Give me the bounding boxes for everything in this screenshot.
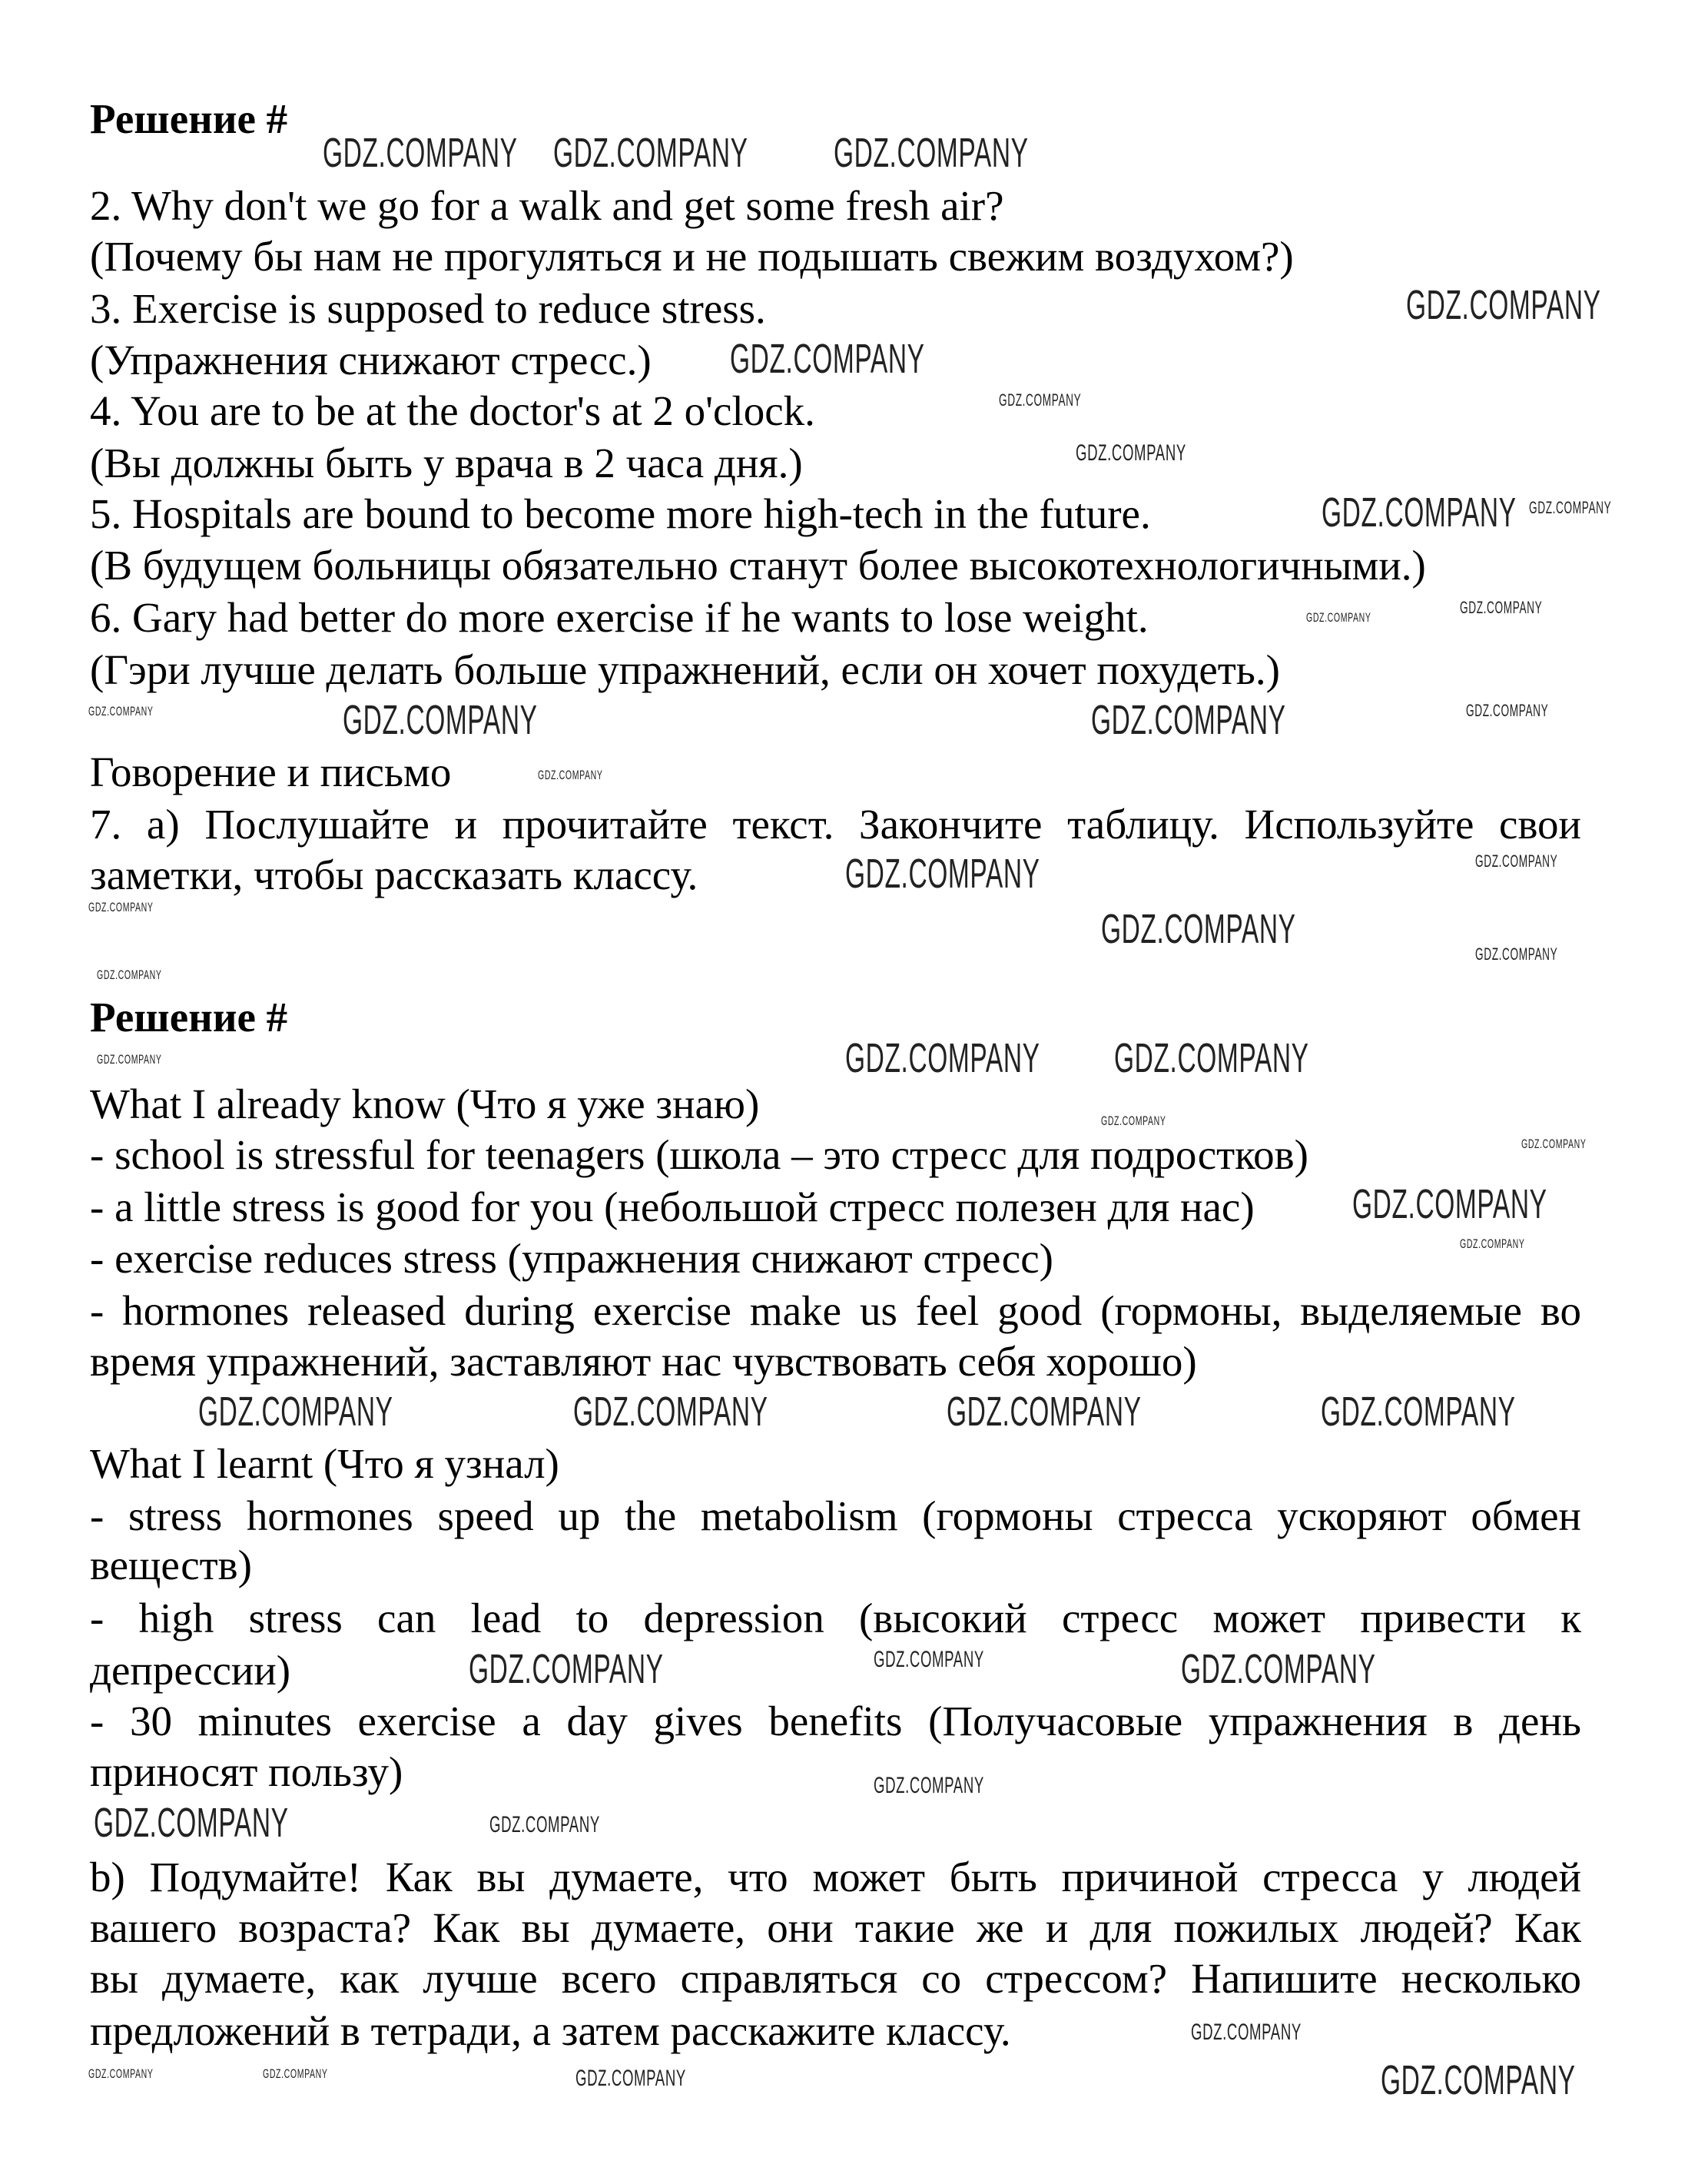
watermark: GDZ.COMPANY — [1114, 1035, 1309, 1081]
watermark: GDZ.COMPANY — [1076, 440, 1186, 466]
watermark: GDZ.COMPANY — [263, 2066, 328, 2081]
text-line: депрессии) — [90, 1647, 291, 1694]
text-line: - high stress can lead to depression (высокий стресс может привести к — [90, 1595, 1581, 1641]
text-line: (Упражнения снижают стресс.) — [90, 337, 652, 383]
watermark: GDZ.COMPANY — [538, 768, 603, 782]
watermark: GDZ.COMPANY — [573, 1389, 768, 1435]
text-line: 2. Why don't we go for a walk and get some fresh air? — [90, 182, 1004, 229]
watermark: GDZ.COMPANY — [469, 1646, 664, 1692]
text-line: (Гэри лучше делать больше упражнений, если он хочет похудеть.) — [90, 646, 1280, 693]
watermark: GDZ.COMPANY — [97, 1052, 162, 1067]
text-line: 5. Hospitals are bound to become more high-tech in the future. — [90, 490, 1151, 537]
watermark: GDZ.COMPANY — [1306, 610, 1371, 625]
watermark: GDZ.COMPANY — [845, 1035, 1040, 1081]
text-line: 4. You are to be at the doctor's at 2 o'clock. — [90, 387, 815, 434]
watermark: GDZ.COMPANY — [1322, 490, 1517, 536]
watermark: GDZ.COMPANY — [198, 1389, 393, 1435]
watermark: GDZ.COMPANY — [1460, 598, 1543, 617]
text-line: приносят пользу) — [90, 1748, 403, 1795]
text-line: - 30 minutes exercise a day gives benefits (Получасовые упражнения в день — [90, 1698, 1581, 1744]
task-line: заметки, чтобы рассказать классу. — [90, 851, 698, 898]
task-line: b) Подумайте! Как вы думаете, что может быть причиной стресса у людей — [90, 1854, 1581, 1900]
watermark: GDZ.COMPANY — [1352, 1181, 1547, 1227]
watermark: GDZ.COMPANY — [553, 130, 748, 176]
watermark: GDZ.COMPANY — [999, 390, 1082, 410]
text-line: (Вы должны быть у врача в 2 часа дня.) — [90, 440, 803, 486]
watermark: GDZ.COMPANY — [1381, 2057, 1576, 2103]
watermark: GDZ.COMPANY — [94, 1800, 289, 1846]
watermark: GDZ.COMPANY — [874, 1647, 984, 1672]
task-line: предложений в тетради, а затем расскажите классу. — [90, 2007, 1011, 2054]
text-line: 3. Exercise is supposed to reduce stress. — [90, 285, 766, 332]
solution-heading: Решение # — [90, 95, 288, 142]
watermark: GDZ.COMPANY — [1460, 1236, 1525, 1251]
watermark: GDZ.COMPANY — [323, 130, 518, 176]
task-line: вашего возраста? Как вы думаете, они такие же и для пожилых людей? Как — [90, 1904, 1581, 1951]
subheading: What I learnt (Что я узнал) — [90, 1440, 559, 1487]
watermark: GDZ.COMPANY — [1101, 1114, 1166, 1128]
watermark: GDZ.COMPANY — [1321, 1389, 1516, 1435]
watermark: GDZ.COMPANY — [88, 2066, 154, 2081]
watermark: GDZ.COMPANY — [874, 1773, 984, 1798]
text-line: время упражнений, заставляют нас чувствовать себя хорошо) — [90, 1338, 1197, 1385]
watermark: GDZ.COMPANY — [1191, 2020, 1302, 2045]
watermark: GDZ.COMPANY — [1521, 1137, 1587, 1151]
watermark: GDZ.COMPANY — [343, 697, 538, 743]
watermark: GDZ.COMPANY — [845, 851, 1040, 897]
watermark: GDZ.COMPANY — [947, 1389, 1142, 1435]
watermark: GDZ.COMPANY — [88, 704, 154, 719]
text-line: (Почему бы нам не прогуляться и не подышать свежим воздухом?) — [90, 233, 1294, 280]
watermark: GDZ.COMPANY — [88, 900, 154, 914]
watermark: GDZ.COMPANY — [1475, 851, 1558, 871]
text-line: - a little stress is good for you (небольшой стресс полезен для нас) — [90, 1183, 1255, 1230]
text-line: - school is stressful for teenagers (школа – это стресс для подростков) — [90, 1131, 1308, 1178]
watermark: GDZ.COMPANY — [730, 336, 925, 382]
watermark: GDZ.COMPANY — [1181, 1646, 1376, 1692]
watermark: GDZ.COMPANY — [97, 967, 162, 982]
watermark: GDZ.COMPANY — [575, 2066, 686, 2091]
text-line: 6. Gary had better do more exercise if he wants to lose weight. — [90, 594, 1149, 641]
text-line: - hormones released during exercise make us feel good (гормоны, выделяемые во — [90, 1287, 1581, 1334]
task-line: 7. a) Послушайте и прочитайте текст. Закончите таблицу. Используйте свои — [90, 801, 1581, 848]
watermark: GDZ.COMPANY — [489, 1812, 600, 1837]
watermark: GDZ.COMPANY — [1406, 282, 1601, 328]
watermark: GDZ.COMPANY — [1101, 906, 1296, 952]
watermark: GDZ.COMPANY — [1529, 498, 1612, 517]
watermark: GDZ.COMPANY — [1466, 701, 1549, 720]
text-line: - stress hormones speed up the metabolism (гормоны стресса ускоряют обмен — [90, 1492, 1581, 1539]
task-line: вы думаете, как лучше всего справляться со стрессом? Напишите несколько — [90, 1955, 1581, 2002]
watermark: GDZ.COMPANY — [834, 130, 1029, 176]
text-line: веществ) — [90, 1542, 252, 1588]
watermark: GDZ.COMPANY — [1091, 697, 1286, 743]
text-line: - exercise reduces stress (упражнения снижают стресс) — [90, 1235, 1053, 1282]
text-line: (В будущем больницы обязательно станут более высокотехнологичными.) — [90, 542, 1426, 589]
watermark: GDZ.COMPANY — [1475, 944, 1558, 964]
section-heading: Говорение и письмо — [90, 748, 452, 795]
subheading: What I already know (Что я уже знаю) — [90, 1080, 760, 1127]
solution-heading: Решение # — [90, 994, 288, 1041]
